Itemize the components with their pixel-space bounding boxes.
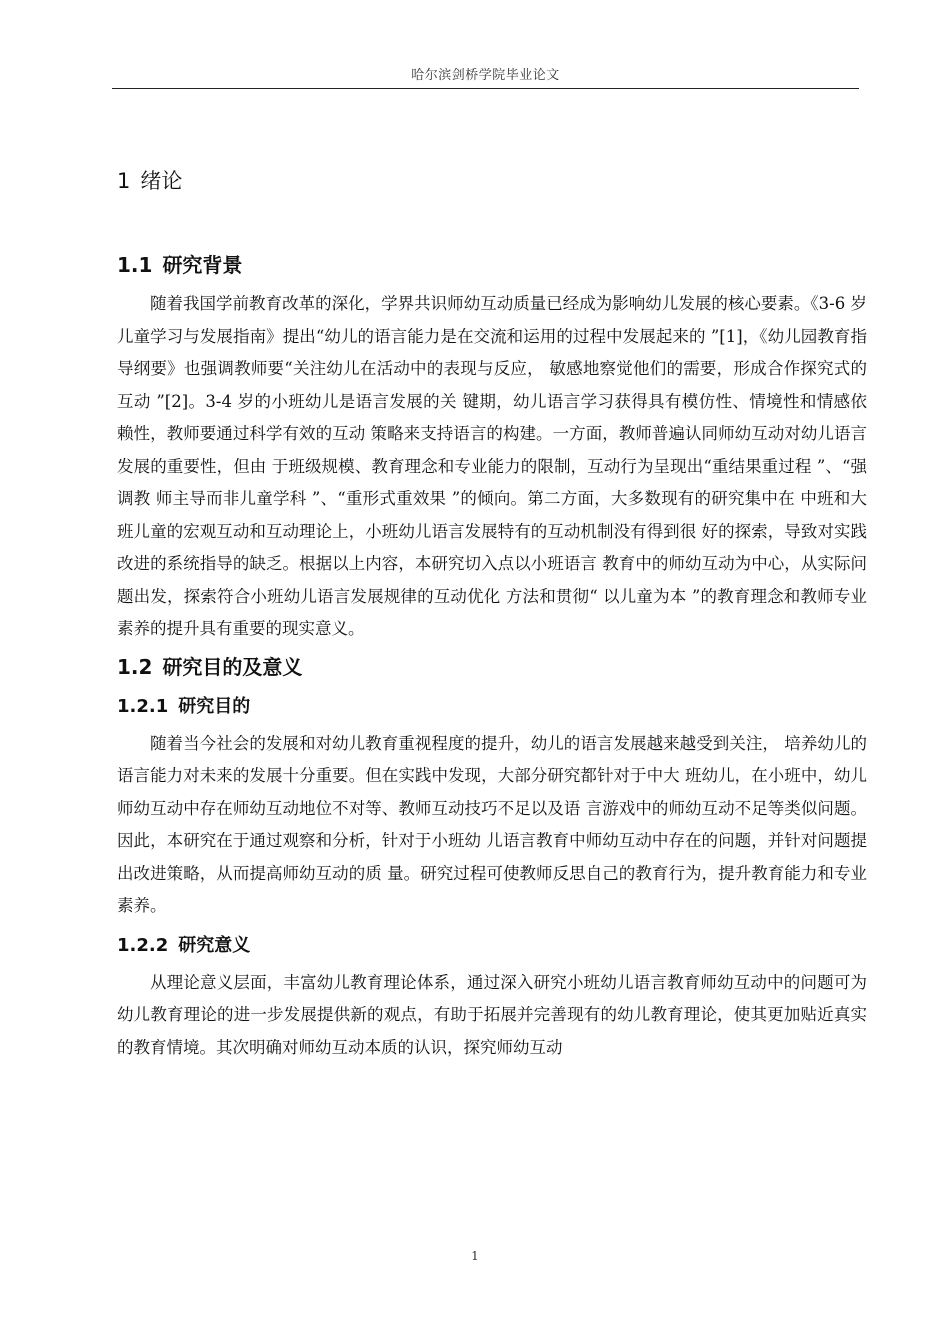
paragraph-significance: 从理论意义层面，丰富幼儿教育理论体系，通过深入研究小班幼儿语言教育师幼互动中的问题可为幼儿教育理论的进一步发展提供新的观点，有助于拓展并完善现有的幼儿教育理论，使其更加贴近真实的教育情境。其次明确对师幼互动本质的认识，探究师幼互动: [117, 972, 867, 1057]
header-divider: [112, 88, 859, 89]
section-number: 1.2: [117, 654, 153, 679]
subsection-number: 1.2.2: [117, 934, 169, 956]
subsection-heading-purpose: [117, 690, 867, 724]
subsection-heading-significance: [117, 929, 867, 963]
section-heading-purpose-significance: [117, 650, 867, 684]
subsection-number: 1.2.1: [117, 695, 169, 717]
section-number: 1.1: [117, 253, 153, 277]
paragraph-purpose: 随着当今社会的发展和对幼儿教育重视程度的提升，幼儿的语言发展越来越受到关注， 培养幼儿的语言能力对未来的发展十分重要。但在实践中发现，大部分研究都针对于中大 班幼儿，在小班中，幼儿师幼互动中存在师幼互动地位不对等、教师互动技巧不足以及语 言游戏中的师幼互动不足等类似问题。因此，本研究在于通过观察和分析，针对于小班幼 儿语言教育中师幼互动中存在的问题，并针对问题提出改进策略，从而提高师幼互动的质 量。研究过程可使教师反思自己的教育行为，提升教育能力和专业素养。: [117, 733, 867, 915]
section-title: 研究目的及意义: [162, 654, 303, 679]
section-heading-background: [117, 248, 867, 282]
page-header: 哈尔滨剑桥学院毕业论文: [411, 68, 560, 83]
chapter-title: 绪论: [140, 169, 183, 193]
chapter-number: 1: [117, 169, 131, 193]
section-title: 研究背景: [162, 253, 243, 277]
subsection-title: 研究意义: [178, 934, 251, 956]
paragraph-background: 随着我国学前教育改革的深化，学界共识师幼互动质量已经成为影响幼儿发展的核心要素。《3-6 岁儿童学习与发展指南》提出“幼儿的语言能力是在交流和运用的过程中发展起来的 ”[1]，《幼儿园教育指导纲要》也强调教师要“关注幼儿在活动中的表现与反应， 敏感地察觉他们的需要，形成合作探究式的互动 ”[2]。3-4 岁的小班幼儿是语言发展的关 键期，幼儿语言学习获得具有模仿性、情境性和情感依赖性，教师要通过科学有效的互动 策略来支持语言的构建。一方面，教师普遍认同师幼互动对幼儿语言发展的重要性，但由 于班级规模、教育理念和专业能力的限制，互动行为呈现出“重结果重过程 ”、“强调教 师主导而非儿童学科 ”、“重形式重效果 ”的倾向。第二方面，大多数现有的研究集中在 中班和大班儿童的宏观互动和互动理论上，小班幼儿语言发展特有的互动机制没有得到很 好的探索，导致对实践改进的系统指导的缺乏。根据以上内容，本研究切入点以小班语言 教育中的师幼互动为中心，从实际问题出发，探索符合小班幼儿语言发展规律的互动优化 方法和贯彻“ 以儿童为本 ”的教育理念和教师专业素养的提升具有重要的现实意义。: [117, 294, 867, 638]
chapter-heading: [117, 166, 867, 196]
page-number: 1: [471, 1249, 479, 1263]
subsection-title: 研究目的: [178, 695, 251, 717]
document-body: [117, 160, 867, 1068]
